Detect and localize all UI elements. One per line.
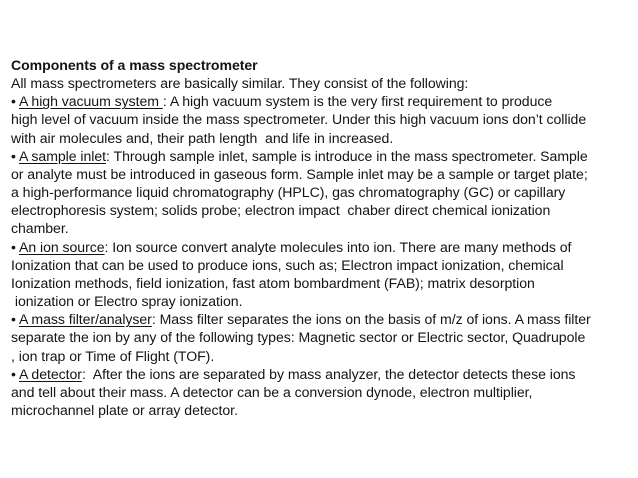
bullet-icon: •	[11, 93, 16, 110]
section-mass-filter-line-3: , ion trap or Time of Flight (TOF).	[11, 347, 215, 364]
intro-text: All mass spectrometers are basically similar. They consist of the following:	[11, 75, 469, 92]
slide-title: Components of a mass spectrometer	[11, 57, 258, 73]
term-mass-filter: A mass filter/analyser	[18, 311, 152, 328]
bullet-icon: •	[11, 365, 16, 382]
section-ion-source-line-2: Ionization that can be used to produce ions, such as; Electron impact ionization, chemical	[11, 256, 564, 273]
section-detector-line-2: and tell about their mass. A detector can be a conversion dynode, electron multiplier,	[11, 383, 533, 400]
term-inlet: A sample inlet	[18, 147, 107, 164]
slide-content	[11, 56, 633, 419]
section-mass-filter-line-2: separate the ion by any of the following types: Magnetic sector or Electric sector, Quadrupole	[11, 329, 586, 346]
section-ion-source-line-3: Ionization methods, field ionization, fast atom bombardment (FAB); matrix desorption	[11, 274, 535, 291]
section-detector-line-3: microchannel plate or array detector.	[11, 401, 238, 418]
section-inlet-line-1: • A sample inlet: Through sample inlet, sample is introduce in the mass spectrometer. Sample	[11, 147, 588, 164]
section-vacuum-line-2: high level of vacuum inside the mass spectrometer. Under this high vacuum ions don’t collide	[11, 111, 587, 128]
section-inlet-line-3: a high-performance liquid chromatography (HPLC), gas chromatography (GC) or capillary	[11, 184, 566, 201]
term-detector: A detector	[18, 365, 82, 382]
section-vacuum-line-3: with air molecules and, their path length and life in increased.	[11, 129, 394, 146]
section-ion-source-line-4: ionization or Electro spray ionization.	[11, 293, 243, 310]
section-inlet-line-5: chamber.	[11, 220, 69, 237]
section-mass-filter-line-1: • A mass filter/analyser: Mass filter separates the ions on the basis of m/z of ions. A mass filter	[11, 311, 591, 328]
term-ion-source: An ion source	[18, 238, 105, 255]
section-ion-source-line-1: • An ion source: Ion source convert analyte molecules into ion. There are many methods of	[11, 238, 572, 255]
bullet-icon: •	[11, 238, 16, 255]
bullet-icon: •	[11, 311, 16, 328]
section-vacuum-line-1: • A high vacuum system : A high vacuum system is the very first requirement to produce	[11, 93, 553, 110]
term-vacuum: A high vacuum system	[18, 93, 163, 110]
section-inlet-line-2: or analyte must be introduced in gaseous form. Sample inlet may be a sample or target plate;	[11, 165, 588, 182]
bullet-icon: •	[11, 147, 16, 164]
section-inlet-line-4: electrophoresis system; solids probe; electron impact chaber direct chemical ionization	[11, 202, 551, 219]
section-detector-line-1: • A detector: After the ions are separated by mass analyzer, the detector detects these ions	[11, 365, 576, 382]
